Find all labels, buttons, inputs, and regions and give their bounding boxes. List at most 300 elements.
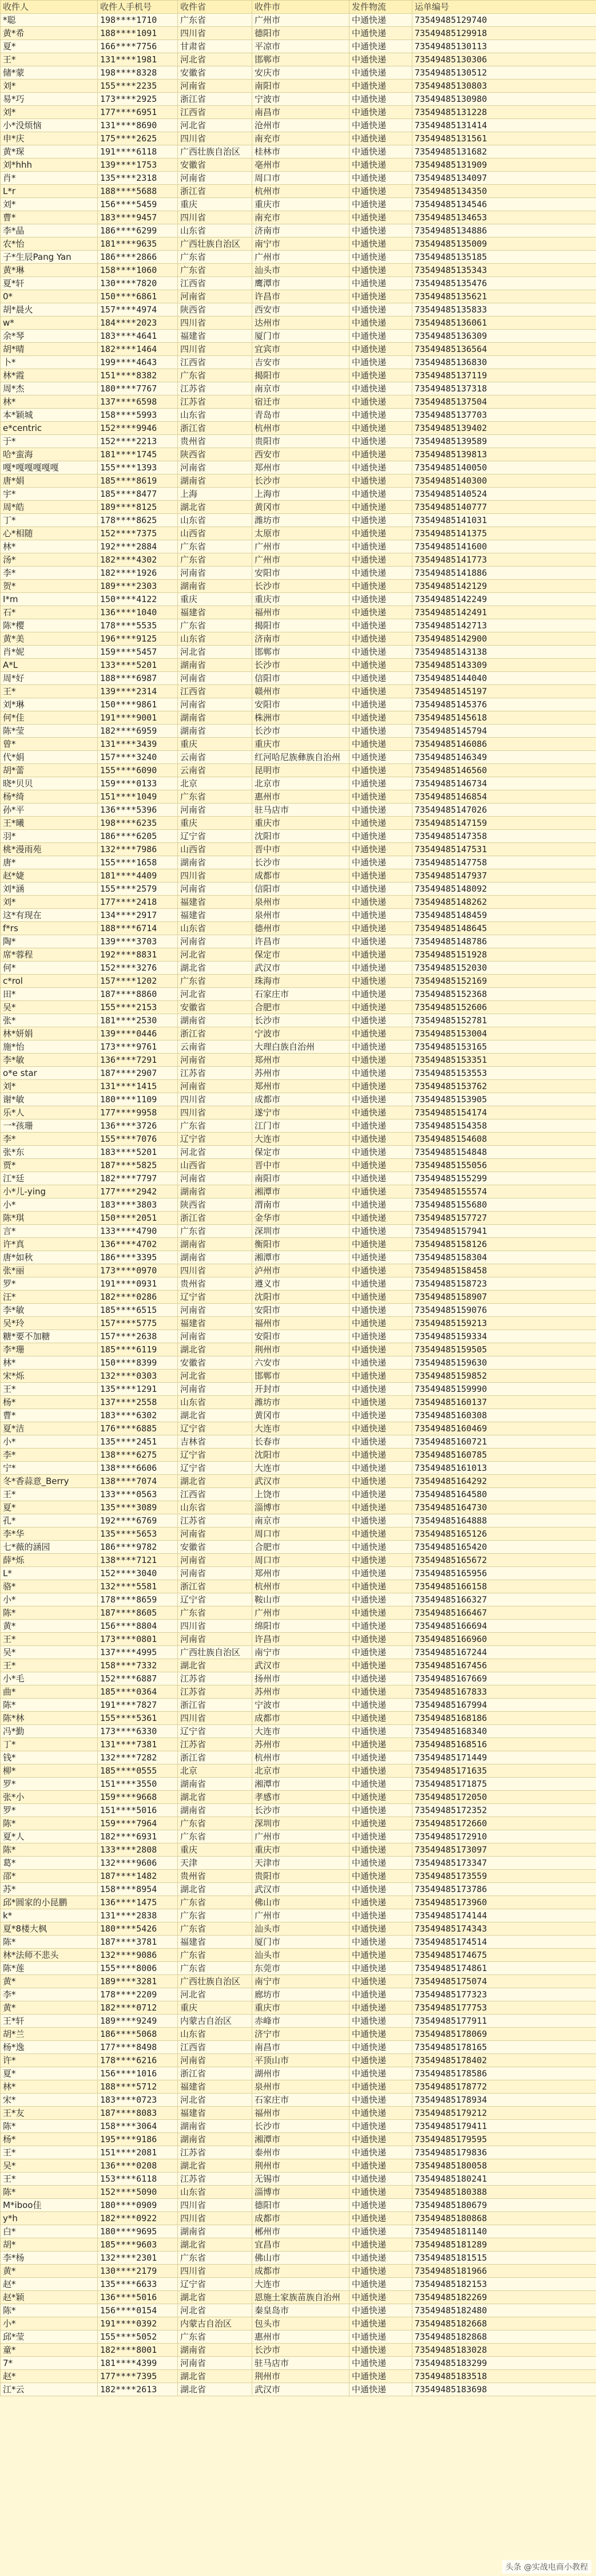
table-row	[1, 40, 596, 53]
city-cell: 揭阳市	[252, 369, 349, 382]
courier-cell: 中通快递	[349, 1370, 412, 1383]
tracking-number-cell: 73549485172050	[412, 1791, 596, 1804]
phone-cell: 157****2638	[98, 1330, 178, 1343]
courier-cell: 中通快递	[349, 2383, 412, 2396]
phone-cell: 156****1016	[98, 2067, 178, 2080]
province-cell: 浙江省	[178, 1751, 252, 1764]
courier-cell: 中通快递	[349, 1685, 412, 1699]
table-row	[1, 2067, 596, 2080]
tracking-number-cell: 73549485134653	[412, 211, 596, 224]
phone-cell: 198****8328	[98, 66, 178, 80]
recipient-cell: 田*	[1, 988, 98, 1001]
table-row	[1, 553, 596, 567]
recipient-cell: 葛*	[1, 1857, 98, 1870]
courier-cell: 中通快递	[349, 224, 412, 238]
tracking-number-cell: 73549485159990	[412, 1383, 596, 1396]
tracking-number-cell: 73549485147531	[412, 843, 596, 856]
tracking-number-cell: 73549485177753	[412, 2001, 596, 2015]
table-row	[1, 725, 596, 738]
table-row	[1, 330, 596, 343]
courier-cell: 中通快递	[349, 738, 412, 751]
courier-cell: 中通快递	[349, 488, 412, 501]
city-cell: 广州市	[252, 14, 349, 27]
table-row	[1, 159, 596, 172]
province-cell: 四川省	[178, 211, 252, 224]
city-cell: 长沙市	[252, 725, 349, 738]
table-row	[1, 1462, 596, 1475]
province-cell: 贵州省	[178, 1277, 252, 1291]
table-row	[1, 1830, 596, 1843]
courier-cell: 中通快递	[349, 356, 412, 369]
table-row	[1, 1725, 596, 1738]
recipient-cell: 吴*	[1, 1646, 98, 1659]
courier-cell: 中通快递	[349, 435, 412, 448]
table-row	[1, 2146, 596, 2159]
phone-cell: 180****7767	[98, 382, 178, 395]
city-cell: 汕头市	[252, 1922, 349, 1936]
tracking-number-cell: 73549485180388	[412, 2186, 596, 2199]
tracking-number-cell: 73549485145618	[412, 711, 596, 725]
phone-cell: 182****6959	[98, 725, 178, 738]
courier-cell: 中通快递	[349, 869, 412, 883]
phone-cell: 138****7074	[98, 1475, 178, 1488]
province-cell: 福建省	[178, 909, 252, 922]
tracking-number-cell: 73549485137318	[412, 382, 596, 395]
table-row	[1, 672, 596, 685]
city-cell: 成都市	[252, 2265, 349, 2278]
tracking-number-cell: 73549485182153	[412, 2278, 596, 2291]
table-row	[1, 1212, 596, 1225]
recipient-cell: 邱*圆家的小昆鹏	[1, 1896, 98, 1909]
province-cell: 河北省	[178, 1988, 252, 2001]
city-cell: 泉州市	[252, 2080, 349, 2094]
province-cell: 江西省	[178, 685, 252, 698]
table-row	[1, 106, 596, 119]
courier-cell: 中通快递	[349, 1962, 412, 1975]
phone-cell: 134****2917	[98, 909, 178, 922]
table-row	[1, 461, 596, 474]
recipient-cell: 夏*人	[1, 1830, 98, 1843]
courier-cell: 中通快递	[349, 14, 412, 27]
city-cell: 绵阳市	[252, 1620, 349, 1633]
courier-cell: 中通快递	[349, 1528, 412, 1541]
courier-cell: 中通快递	[349, 1843, 412, 1857]
city-cell: 佛山市	[252, 1896, 349, 1909]
tracking-number-cell: 73549485178069	[412, 2028, 596, 2041]
province-cell: 广西壮族自治区	[178, 1975, 252, 1988]
phone-cell: 152****3040	[98, 1567, 178, 1580]
city-cell: 济南市	[252, 632, 349, 646]
province-cell: 重庆	[178, 2001, 252, 2015]
city-cell: 揭阳市	[252, 619, 349, 632]
city-cell: 宁波市	[252, 1027, 349, 1040]
courier-cell: 中通快递	[349, 474, 412, 488]
courier-cell: 中通快递	[349, 1040, 412, 1054]
city-cell: 湘潭市	[252, 1778, 349, 1791]
phone-cell: 173****6330	[98, 1725, 178, 1738]
city-cell: 大连市	[252, 1422, 349, 1435]
recipient-cell: 刘*琳	[1, 698, 98, 711]
province-cell: 浙江省	[178, 1699, 252, 1712]
tracking-number-cell: 73549485160308	[412, 1409, 596, 1422]
tracking-number-cell: 73549485148262	[412, 896, 596, 909]
province-cell: 云南省	[178, 764, 252, 777]
province-cell: 广东省	[178, 975, 252, 988]
city-cell: 大连市	[252, 1725, 349, 1738]
tracking-number-cell: 73549485159213	[412, 1317, 596, 1330]
phone-cell: 183****6302	[98, 1409, 178, 1422]
city-cell: 珠海市	[252, 975, 349, 988]
recipient-cell: 陈*	[1, 2304, 98, 2317]
recipient-cell: 刘*	[1, 1080, 98, 1093]
phone-cell: 139****1753	[98, 159, 178, 172]
recipient-cell: 周*皓	[1, 501, 98, 514]
courier-cell: 中通快递	[349, 540, 412, 553]
recipient-cell: 许*	[1, 2054, 98, 2067]
province-cell: 北京	[178, 1764, 252, 1778]
city-cell: 驻马店市	[252, 2357, 349, 2370]
courier-cell: 中通快递	[349, 1172, 412, 1185]
table-row	[1, 1422, 596, 1435]
province-cell: 广西壮族自治区	[178, 238, 252, 251]
recipient-cell: 胡*晨火	[1, 303, 98, 316]
courier-cell: 中通快递	[349, 53, 412, 66]
phone-cell: 187****5825	[98, 1159, 178, 1172]
phone-cell: 131****8690	[98, 119, 178, 132]
phone-cell: 159****7964	[98, 1817, 178, 1830]
courier-cell: 中通快递	[349, 843, 412, 856]
courier-cell: 中通快递	[349, 1541, 412, 1554]
phone-cell: 182****1464	[98, 343, 178, 356]
tracking-number-cell: 73549485166158	[412, 1580, 596, 1593]
tracking-number-cell: 73549485165672	[412, 1554, 596, 1567]
courier-cell: 中通快递	[349, 527, 412, 540]
phone-cell: 155****1658	[98, 856, 178, 869]
courier-cell: 中通快递	[349, 2080, 412, 2094]
tracking-number-cell: 73549485168186	[412, 1712, 596, 1725]
tracking-number-cell: 73549485135833	[412, 303, 596, 316]
phone-cell: 150****9861	[98, 698, 178, 711]
recipient-cell: 陈*	[1, 1817, 98, 1830]
tracking-number-cell: 73549485130980	[412, 93, 596, 106]
recipient-cell: 宇*	[1, 488, 98, 501]
city-cell: 湘潭市	[252, 2133, 349, 2146]
tracking-number-cell: 73549485135185	[412, 251, 596, 264]
phone-cell: 180****0909	[98, 2199, 178, 2212]
recipient-cell: 言*	[1, 1225, 98, 1238]
province-cell: 江苏省	[178, 1672, 252, 1685]
tracking-number-cell: 73549485134886	[412, 224, 596, 238]
table-row	[1, 869, 596, 883]
phone-cell: 186****9782	[98, 1541, 178, 1554]
province-cell: 四川省	[178, 2212, 252, 2225]
recipient-cell: 李*	[1, 1988, 98, 2001]
tracking-number-cell: 73549485165126	[412, 1528, 596, 1541]
city-cell: 南昌市	[252, 106, 349, 119]
phone-cell: 188****5712	[98, 2080, 178, 2094]
tracking-number-cell: 73549485152781	[412, 1014, 596, 1027]
courier-cell: 中通快递	[349, 1567, 412, 1580]
province-cell: 山东省	[178, 2186, 252, 2199]
recipient-cell: 夏*	[1, 40, 98, 53]
recipient-cell: 王*友	[1, 2107, 98, 2120]
tracking-number-cell: 73549485159505	[412, 1343, 596, 1356]
province-cell: 河南省	[178, 567, 252, 580]
recipient-cell: 卜*	[1, 356, 98, 369]
recipient-cell: 唐*如秋	[1, 1251, 98, 1264]
province-cell: 北京	[178, 777, 252, 790]
courier-cell: 中通快递	[349, 711, 412, 725]
phone-cell: 131****1415	[98, 1080, 178, 1093]
tracking-number-cell: 73549485174861	[412, 1962, 596, 1975]
city-cell: 成都市	[252, 869, 349, 883]
phone-cell: 132****7986	[98, 843, 178, 856]
courier-cell: 中通快递	[349, 1251, 412, 1264]
province-cell: 河南省	[178, 290, 252, 303]
province-cell: 河南省	[178, 2357, 252, 2370]
recipient-cell: 罗*	[1, 1778, 98, 1791]
recipient-cell: 胡*兰	[1, 2028, 98, 2041]
city-cell: 厦门市	[252, 1936, 349, 1949]
courier-cell: 中通快递	[349, 1936, 412, 1949]
tracking-number-cell: 73549485142900	[412, 632, 596, 646]
province-cell: 辽宁省	[178, 1725, 252, 1738]
tracking-number-cell: 73549485141600	[412, 540, 596, 553]
tracking-number-cell: 73549485158458	[412, 1264, 596, 1277]
courier-cell: 中通快递	[349, 553, 412, 567]
city-cell: 荆州市	[252, 2159, 349, 2173]
table-row	[1, 1659, 596, 1672]
city-cell: 安阳市	[252, 567, 349, 580]
table-row	[1, 1106, 596, 1119]
table-body	[1, 14, 596, 2396]
phone-cell: 137****2558	[98, 1396, 178, 1409]
province-cell: 浙江省	[178, 93, 252, 106]
courier-cell: 中通快递	[349, 2186, 412, 2199]
tracking-number-cell: 73549485134350	[412, 185, 596, 198]
recipient-cell: 宁*	[1, 1462, 98, 1475]
tracking-number-cell: 73549485178165	[412, 2041, 596, 2054]
tracking-number-cell: 73549485155574	[412, 1185, 596, 1198]
phone-cell: 182****6931	[98, 1830, 178, 1843]
table-row	[1, 619, 596, 632]
city-cell: 苏州市	[252, 1685, 349, 1699]
city-cell: 南宁市	[252, 1646, 349, 1659]
tracking-number-cell: 73549485165420	[412, 1541, 596, 1554]
courier-cell: 中通快递	[349, 1027, 412, 1040]
tracking-number-cell: 73549485142129	[412, 580, 596, 593]
recipient-cell: 张*小	[1, 1791, 98, 1804]
recipient-cell: 冯*勤	[1, 1725, 98, 1738]
table-row	[1, 369, 596, 382]
city-cell: 广州市	[252, 1909, 349, 1922]
table-row	[1, 1119, 596, 1133]
recipient-cell: 一*孩珊	[1, 1119, 98, 1133]
province-cell: 四川省	[178, 27, 252, 40]
tracking-number-cell: 73549485135476	[412, 277, 596, 290]
table-row	[1, 1304, 596, 1317]
courier-cell: 中通快递	[349, 593, 412, 606]
recipient-cell: 宋*	[1, 2094, 98, 2107]
province-cell: 广东省	[178, 2251, 252, 2265]
tracking-number-cell: 73549485136061	[412, 316, 596, 330]
table-row	[1, 1672, 596, 1685]
tracking-number-cell: 73549485154174	[412, 1106, 596, 1119]
phone-cell: 198****6235	[98, 817, 178, 830]
city-cell: 保定市	[252, 1146, 349, 1159]
city-cell: 大连市	[252, 2278, 349, 2291]
city-cell: 湘潭市	[252, 1185, 349, 1198]
recipient-cell: 赵*	[1, 2370, 98, 2383]
tracking-number-cell: 73549485146854	[412, 790, 596, 804]
table-row	[1, 1685, 596, 1699]
courier-cell: 中通快递	[349, 2133, 412, 2146]
city-cell: 株洲市	[252, 711, 349, 725]
phone-cell: 177****8498	[98, 2041, 178, 2054]
tracking-number-cell: 73549485172660	[412, 1817, 596, 1830]
phone-cell: 188****6714	[98, 922, 178, 935]
city-cell: 杭州市	[252, 1751, 349, 1764]
tracking-number-cell: 73549485141375	[412, 527, 596, 540]
city-cell: 武汉市	[252, 1883, 349, 1896]
city-cell: 沈阳市	[252, 830, 349, 843]
recipient-cell: 杨*绮	[1, 790, 98, 804]
recipient-cell: M*iboo佳	[1, 2199, 98, 2212]
phone-cell: 184****2023	[98, 316, 178, 330]
table-row	[1, 1067, 596, 1080]
city-cell: 杭州市	[252, 422, 349, 435]
city-cell: 上海市	[252, 488, 349, 501]
tracking-number-cell: 73549485146560	[412, 764, 596, 777]
phone-cell: 139****2314	[98, 685, 178, 698]
city-cell: 郑州市	[252, 461, 349, 474]
recipient-cell: L*r	[1, 185, 98, 198]
city-cell: 保定市	[252, 948, 349, 961]
courier-cell: 中通快递	[349, 1896, 412, 1909]
province-cell: 云南省	[178, 751, 252, 764]
table-row	[1, 2080, 596, 2094]
phone-cell: 131****7381	[98, 1738, 178, 1751]
tracking-number-cell: 73549485153553	[412, 1067, 596, 1080]
courier-cell: 中通快递	[349, 1238, 412, 1251]
table-row	[1, 909, 596, 922]
tracking-number-cell: 73549485136564	[412, 343, 596, 356]
city-cell: 南阳市	[252, 1172, 349, 1185]
phone-cell: 198****1710	[98, 14, 178, 27]
phone-cell: 182****1926	[98, 567, 178, 580]
table-row	[1, 961, 596, 975]
recipient-cell: 林*霞	[1, 369, 98, 382]
phone-cell: 177****9958	[98, 1106, 178, 1119]
table-row	[1, 1356, 596, 1370]
province-cell: 天津	[178, 1857, 252, 1870]
tracking-number-cell: 73549485172352	[412, 1804, 596, 1817]
tracking-number-cell: 73549485151928	[412, 948, 596, 961]
phone-cell: 132****2301	[98, 2251, 178, 2265]
phone-cell: 191****9001	[98, 711, 178, 725]
tracking-number-cell: 73549485182269	[412, 2291, 596, 2304]
phone-cell: 187****8083	[98, 2107, 178, 2120]
city-cell: 荆州市	[252, 1343, 349, 1356]
table-row	[1, 251, 596, 264]
recipient-cell: 柳*	[1, 1764, 98, 1778]
tracking-number-cell: 73549485141773	[412, 553, 596, 567]
courier-cell: 中通快递	[349, 1975, 412, 1988]
phone-cell: 192****8831	[98, 948, 178, 961]
table-row	[1, 2173, 596, 2186]
table-row	[1, 527, 596, 540]
recipient-cell: 小*儿-ying	[1, 1185, 98, 1198]
tracking-number-cell: 73549485160137	[412, 1396, 596, 1409]
province-cell: 湖北省	[178, 2291, 252, 2304]
province-cell: 福建省	[178, 1317, 252, 1330]
table-row	[1, 1620, 596, 1633]
tracking-number-cell: 73549485137703	[412, 409, 596, 422]
city-cell: 南充市	[252, 211, 349, 224]
recipient-cell: 贺*	[1, 580, 98, 593]
tracking-number-cell: 73549485167833	[412, 1685, 596, 1699]
header-city: 收件市	[252, 1, 349, 14]
table-row	[1, 1409, 596, 1422]
table-row	[1, 1264, 596, 1277]
phone-cell: 177****2418	[98, 896, 178, 909]
phone-cell: 178****6216	[98, 2054, 178, 2067]
table-row	[1, 2291, 596, 2304]
city-cell: 汕头市	[252, 1949, 349, 1962]
province-cell: 河南省	[178, 1567, 252, 1580]
table-row	[1, 830, 596, 843]
courier-cell: 中通快递	[349, 1054, 412, 1067]
tracking-number-cell: 73549485159334	[412, 1330, 596, 1343]
province-cell: 河南省	[178, 172, 252, 185]
recipient-cell: 糖*要不加糖	[1, 1330, 98, 1343]
tracking-number-cell: 73549485148786	[412, 935, 596, 948]
recipient-cell: 李*敏	[1, 1054, 98, 1067]
courier-cell: 中通快递	[349, 1067, 412, 1080]
phone-cell: 183****9457	[98, 211, 178, 224]
courier-cell: 中通快递	[349, 93, 412, 106]
city-cell: 许昌市	[252, 290, 349, 303]
city-cell: 宜昌市	[252, 2238, 349, 2251]
courier-cell: 中通快递	[349, 1922, 412, 1936]
city-cell: 大连市	[252, 1133, 349, 1146]
phone-cell: 182****4302	[98, 553, 178, 567]
province-cell: 湖南省	[178, 1804, 252, 1817]
phone-cell: 138****6606	[98, 1462, 178, 1475]
table-row	[1, 1988, 596, 2001]
tracking-number-cell: 73549485167994	[412, 1699, 596, 1712]
city-cell: 成都市	[252, 1712, 349, 1725]
table-row	[1, 922, 596, 935]
tracking-number-cell: 73549485146349	[412, 751, 596, 764]
tracking-number-cell: 73549485153351	[412, 1054, 596, 1067]
table-row	[1, 1291, 596, 1304]
recipient-cell: A*L	[1, 659, 98, 672]
recipient-cell: 王*曦	[1, 817, 98, 830]
recipient-cell: 杨*逸	[1, 2041, 98, 2054]
province-cell: 山东省	[178, 409, 252, 422]
courier-cell: 中通快递	[349, 2225, 412, 2238]
tracking-number-cell: 73549485166467	[412, 1606, 596, 1620]
recipient-cell: 小*	[1, 2317, 98, 2330]
courier-cell: 中通快递	[349, 2291, 412, 2304]
city-cell: 西安市	[252, 303, 349, 316]
phone-cell: 135****3089	[98, 1501, 178, 1514]
table-row	[1, 738, 596, 751]
city-cell: 沈阳市	[252, 1449, 349, 1462]
province-cell: 广东省	[178, 553, 252, 567]
table-row	[1, 132, 596, 145]
